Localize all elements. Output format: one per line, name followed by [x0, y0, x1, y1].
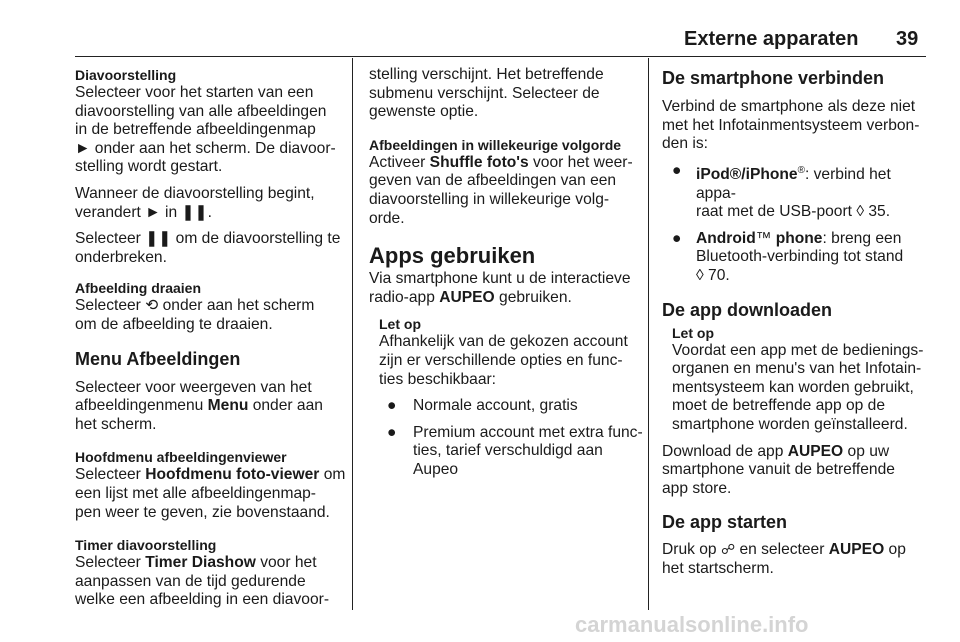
text-line: Selecteer Hoofdmenu foto-viewer om: [75, 466, 346, 484]
watermark: carmanualsonline.info: [575, 612, 809, 637]
header-rule: [75, 56, 926, 57]
column-middle: [369, 66, 643, 480]
section-heading: De app downloaden: [662, 299, 833, 320]
text-line: stelling verschijnt. Het betreffende: [369, 66, 604, 83]
column-left: [75, 66, 347, 610]
text-line: Download de app AUPEO op uw: [662, 442, 890, 460]
section-heading: Diavoorstelling: [75, 67, 177, 83]
text-line: orde.: [369, 209, 405, 227]
text-line: aanpassen van de tijd gedurende: [75, 572, 306, 590]
text-line: gewenste optie.: [369, 103, 479, 121]
text-line: diavoorstelling in willekeurige volg-: [369, 190, 610, 208]
text-line: een lijst met alle afbeeldingenmap-: [75, 484, 316, 502]
text-line: stelling wordt gestart.: [75, 158, 223, 176]
bullet-icon: ●: [672, 161, 682, 179]
section-heading: Afbeelding draaien: [75, 280, 202, 297]
text-line: met het Infotainmentsysteem verbon-: [662, 116, 920, 134]
list-item: ● Normale account, gratis: [387, 397, 578, 415]
section-heading: De smartphone verbinden: [662, 68, 885, 88]
chapter-heading: Apps gebruiken: [369, 243, 536, 269]
page-number: 39: [896, 28, 919, 50]
text-line: zijn er verschillende opties en func-: [379, 351, 623, 369]
note-heading: Let op: [379, 316, 421, 333]
section-heading: Menu Afbeeldingen: [75, 348, 241, 369]
text-line: Voordat een app met de bedienings-: [672, 341, 924, 359]
text-line: in de betreffende afbeeldingenmap: [75, 121, 316, 139]
note-box: [369, 315, 643, 389]
column-divider: [648, 58, 649, 610]
text-line: mentsysteem kan worden gebruikt,: [672, 378, 914, 396]
text-line: verandert ► in ❚❚.: [75, 203, 212, 221]
text-line: Selecteer voor het starten van een: [75, 84, 314, 101]
text-line: welke een afbeelding in een diavoor-: [75, 591, 330, 609]
text-line: het scherm.: [75, 415, 157, 433]
text-line: afbeeldingenmenu Menu onder aan: [75, 397, 323, 415]
text-line: pen weer te geven, zie bovenstaand.: [75, 503, 330, 521]
list-item: ● Premium account met extra func- ties, tarief verschuldigd aan Aupeo: [387, 423, 643, 478]
text-line: Selecteer Timer Diashow voor het: [75, 554, 317, 572]
column-divider: [352, 58, 353, 610]
text-line: app store.: [662, 479, 732, 497]
text-line: Druk op ☍ en selecteer AUPEO op: [662, 541, 906, 559]
text-line: Activeer Shuffle foto's voor het weer-: [369, 153, 633, 171]
text-line: ► onder aan het scherm. De diavoor-: [75, 139, 336, 157]
text-line: Selecteer ❚❚ om de diavoorstelling te: [75, 230, 341, 248]
list-item: ● iPod®/iPhone®: verbind het appa- raat met de USB-poort ◊ 35.: [672, 161, 891, 221]
list-item: ● Android™ phone: breng een Bluetooth-verbinding tot stand ◊ 70.: [672, 229, 904, 284]
bullet-icon: ●: [672, 229, 682, 247]
note-heading: Let op: [672, 324, 714, 341]
section-heading: Afbeeldingen in willekeurige volgorde: [369, 136, 622, 153]
text-line: het startscherm.: [662, 559, 774, 577]
text-line: moet de betreffende app op de: [672, 397, 885, 415]
section-heading: Timer diavoorstelling: [75, 537, 217, 554]
text-line: submenu verschijnt. Selecteer de: [369, 84, 600, 102]
phone-projection-icon: ☍: [720, 541, 736, 558]
section-heading: Hoofdmenu afbeeldingenviewer: [75, 449, 287, 466]
text-line: radio-app AUPEO gebruiken.: [369, 288, 572, 306]
bullet-icon: ●: [387, 423, 397, 441]
text-line: onderbreken.: [75, 248, 167, 266]
text-line: smartphone vanuit de betreffende: [662, 461, 895, 479]
text-line: Verbind de smartphone als deze niet: [662, 98, 916, 115]
text-line: den is:: [662, 135, 708, 153]
text-line: Selecteer ⟲ onder aan het scherm: [75, 297, 315, 315]
note-box: [662, 324, 932, 435]
text-line: ties beschikbaar:: [379, 370, 497, 388]
page-title: Externe apparaten: [684, 28, 859, 50]
text-line: om de afbeelding te draaien.: [75, 315, 273, 333]
text-line: organen en menu's van het Infotain-: [672, 360, 922, 378]
column-right: [662, 66, 932, 578]
text-line: smartphone worden geïnstalleerd.: [672, 415, 908, 433]
bullet-icon: ●: [387, 397, 397, 415]
text-line: diavoorstelling van alle afbeeldingen: [75, 102, 327, 120]
text-line: Wanneer de diavoorstelling begint,: [75, 184, 315, 202]
text-line: Selecteer voor weergeven van het: [75, 378, 312, 396]
text-line: geven van de afbeeldingen van een: [369, 172, 617, 190]
text-line: Via smartphone kunt u de interactieve: [369, 270, 631, 288]
section-heading: De app starten: [662, 512, 788, 533]
text-line: Afhankelijk van de gekozen account: [379, 333, 628, 351]
